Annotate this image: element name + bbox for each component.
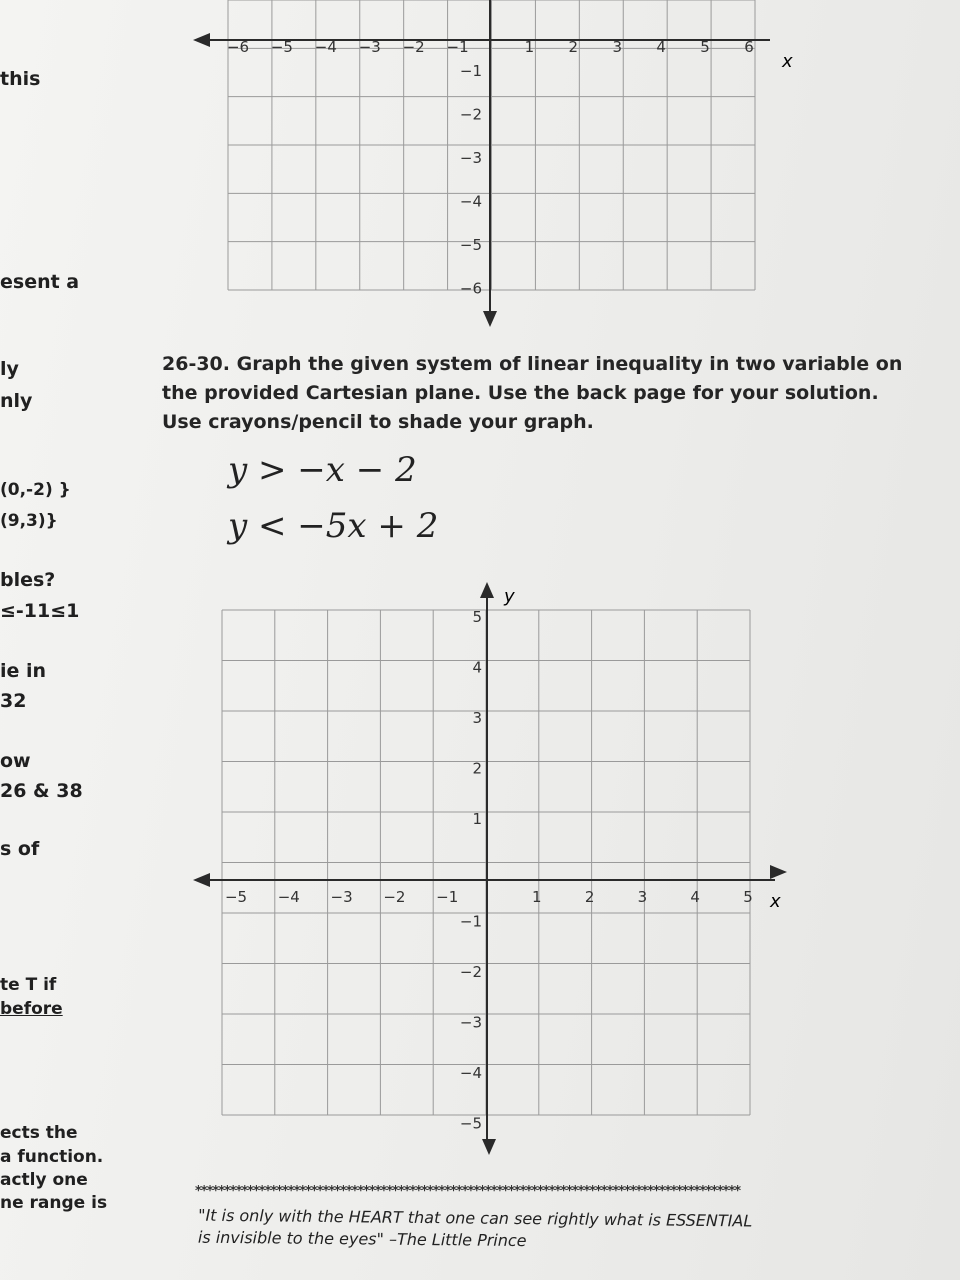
tick-label: −3 xyxy=(459,1013,482,1032)
tick-label: 4 xyxy=(690,888,700,906)
margin-fragment: ne range is xyxy=(0,1193,108,1213)
tick-label: −1 xyxy=(436,888,459,906)
bottom-x-axis-label: x xyxy=(770,891,781,912)
margin-fragment: ects the xyxy=(0,1123,78,1143)
tick-label: −2 xyxy=(383,888,406,906)
bottom-x-tick-labels xyxy=(225,888,753,906)
bottom-x-axis-right-arrow xyxy=(770,865,787,879)
quote-line-1: "It is only with the HEART that one can see rightly what is ESSENTIAL xyxy=(198,1205,753,1231)
tick-label: −4 xyxy=(314,38,337,56)
tick-label: −5 xyxy=(459,236,482,254)
tick-label: 4 xyxy=(472,658,482,677)
margin-fragment: a function. xyxy=(0,1147,104,1167)
margin-fragment: bles? xyxy=(0,569,56,591)
margin-fragment: s of xyxy=(0,838,40,860)
tick-label: 5 xyxy=(700,38,710,56)
margin-fragment: this xyxy=(0,68,41,90)
margin-fragment: ow xyxy=(0,750,31,772)
tick-label: −4 xyxy=(459,192,482,211)
margin-fragment: (9,3)} xyxy=(0,511,58,531)
tick-label: −6 xyxy=(226,38,250,56)
inequality-1: y > −x − 2 xyxy=(228,450,417,490)
tick-label: 1 xyxy=(524,38,535,56)
margin-fragment: te T if xyxy=(0,975,57,995)
margin-fragment: esent a xyxy=(0,271,80,293)
top-grid xyxy=(228,0,755,290)
tick-label: 4 xyxy=(656,38,666,56)
star-divider: ********************************************************************************************** xyxy=(195,1184,741,1199)
tick-label: 1 xyxy=(472,810,482,828)
tick-label: −2 xyxy=(459,105,482,124)
top-x-axis-label: x xyxy=(782,51,793,72)
inequality-2: y < −5x + 2 xyxy=(228,506,439,546)
tick-label: −2 xyxy=(402,38,425,56)
instructions-line-2: the provided Cartesian plane. Use the back page for your solution. xyxy=(162,382,879,404)
margin-fragment: ie in xyxy=(0,660,47,682)
tick-label: −6 xyxy=(459,279,482,298)
top-x-axis-left-arrow xyxy=(193,33,210,47)
tick-label: 3 xyxy=(637,888,648,906)
margin-fragment: 26 & 38 xyxy=(0,780,83,802)
margin-fragment: before xyxy=(0,999,63,1019)
tick-label: −5 xyxy=(270,38,293,56)
quote-line-2: is invisible to the eyes" –The Little Prince xyxy=(197,1227,527,1251)
footer-quote xyxy=(198,1205,838,1256)
tick-label: −3 xyxy=(358,38,381,56)
margin-fragment: ly xyxy=(0,358,19,380)
tick-label: −3 xyxy=(459,149,482,167)
tick-label: 5 xyxy=(472,608,482,626)
bottom-y-tick-labels xyxy=(460,608,482,1133)
bottom-y-axis-down-arrow xyxy=(482,1139,496,1155)
tick-label: −1 xyxy=(459,912,482,931)
instructions-line-1: 26-30. Graph the given system of linear inequality in two variable on xyxy=(162,353,903,375)
margin-fragment: 32 xyxy=(0,690,27,712)
tick-label: −1 xyxy=(446,38,469,56)
tick-label: 2 xyxy=(472,759,482,778)
bottom-y-axis-up-arrow xyxy=(480,582,494,598)
margin-fragment: nly xyxy=(0,390,33,412)
instructions xyxy=(162,350,903,437)
tick-label: −2 xyxy=(459,963,482,981)
margin-fragment: ≤-11≤1 xyxy=(0,600,80,622)
bottom-y-axis-label: y xyxy=(504,586,515,607)
top-y-axis-down-arrow xyxy=(483,311,497,327)
tick-label: −3 xyxy=(330,888,353,906)
tick-label: 1 xyxy=(532,888,542,906)
tick-label: −5 xyxy=(224,888,248,906)
tick-label: −4 xyxy=(277,888,300,906)
margin-fragment: (0,-2) } xyxy=(0,480,71,500)
tick-label: 6 xyxy=(744,38,754,56)
tick-label: 2 xyxy=(584,888,595,906)
tick-label: −5 xyxy=(459,1114,482,1133)
tick-label: 3 xyxy=(472,709,482,727)
margin-fragment: actly one xyxy=(0,1170,88,1190)
instructions-line-3: Use crayons/pencil to shade your graph. xyxy=(162,411,594,433)
bottom-cartesian-plane xyxy=(0,570,960,1170)
bottom-x-axis-left-arrow xyxy=(193,873,210,887)
tick-label: −4 xyxy=(459,1064,482,1082)
top-y-tick-labels xyxy=(460,62,482,298)
tick-label: −1 xyxy=(459,62,482,80)
tick-label: 2 xyxy=(568,38,579,56)
tick-label: 5 xyxy=(743,888,753,906)
tick-label: 3 xyxy=(612,38,623,56)
top-cartesian-plane xyxy=(0,0,960,340)
